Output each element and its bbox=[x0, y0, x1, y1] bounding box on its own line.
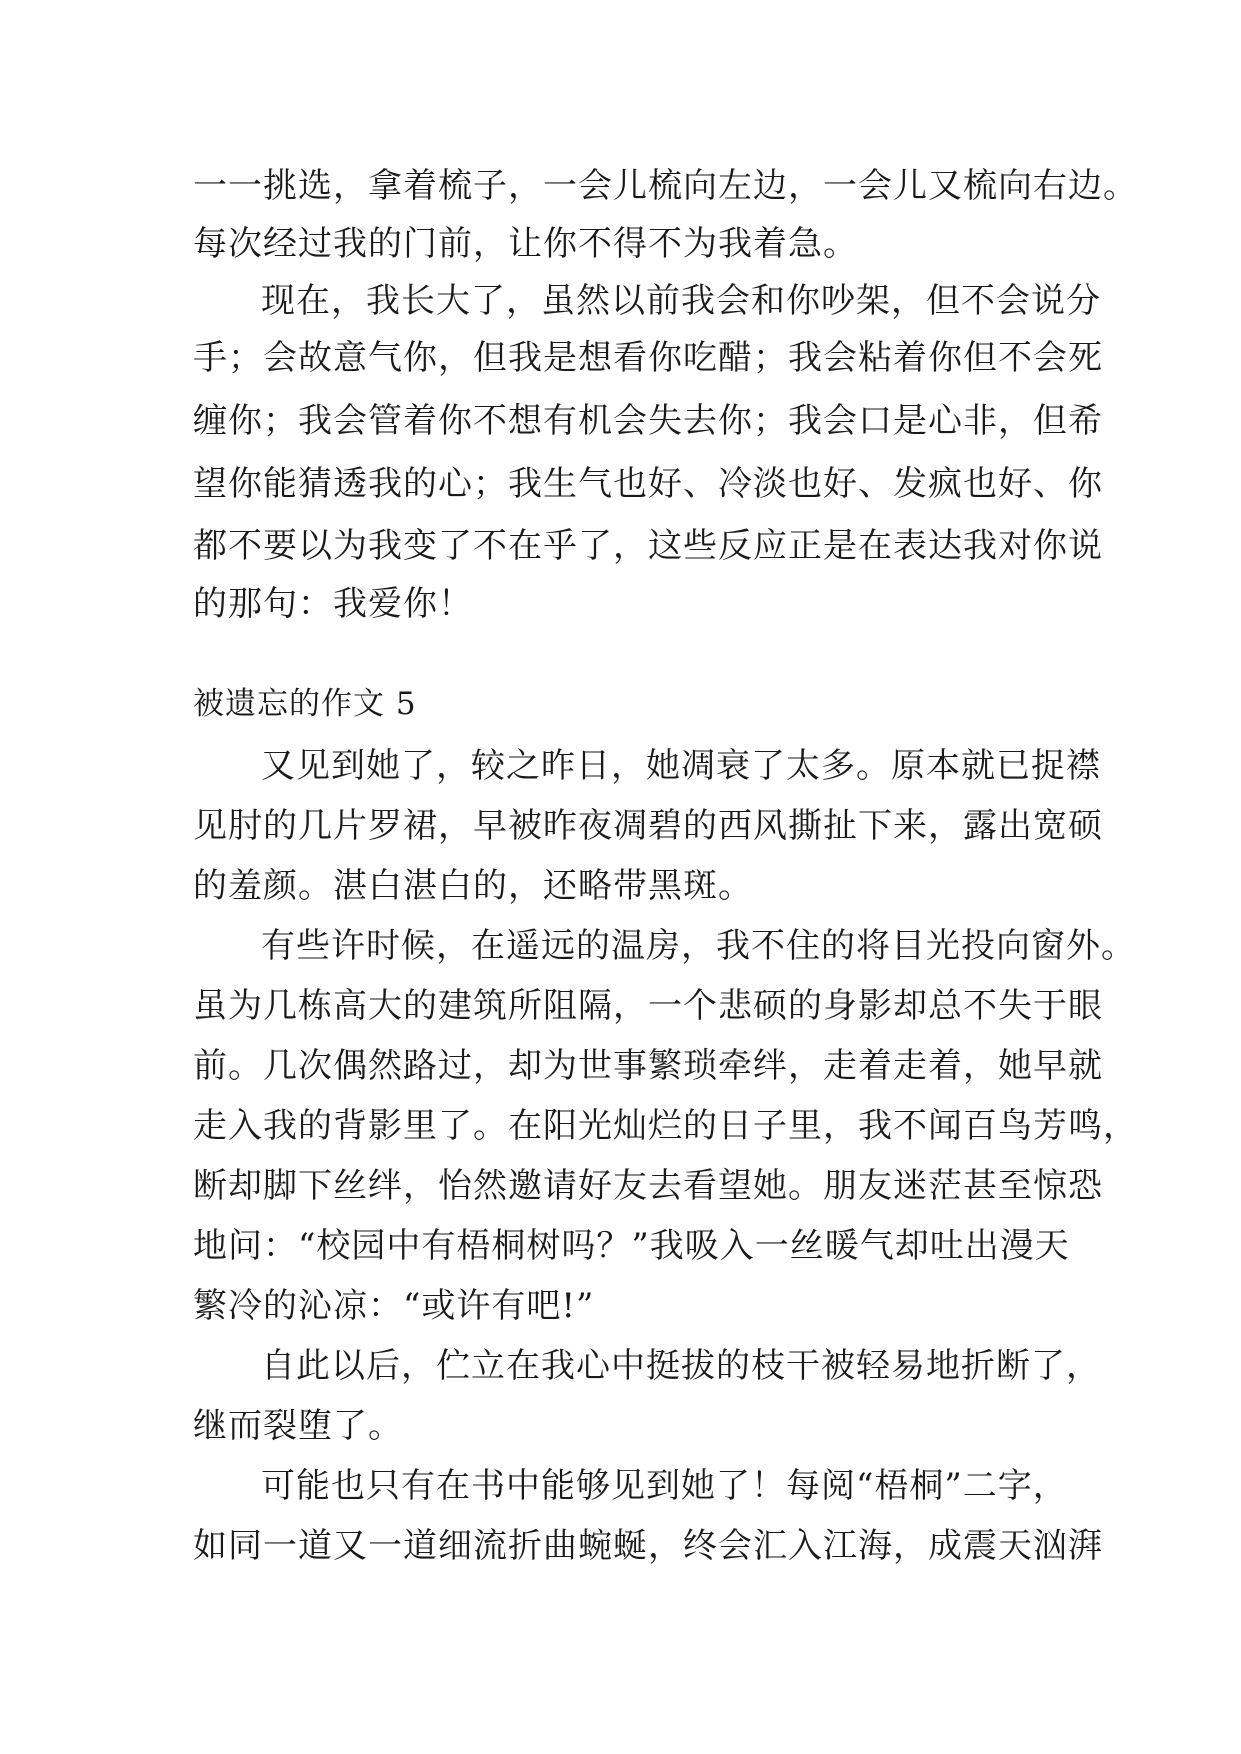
paragraph-line: 自此以后，伫立在我心中挺拔的枝干被轻易地折断了， bbox=[261, 1346, 1101, 1386]
paragraph-line: 地问：“校园中有梧桐树吗？”我吸入一丝暖气却吐出漫天 bbox=[193, 1226, 1070, 1266]
text-line: 一一挑选，拿着梳子，一会儿梳向左边，一会儿又梳向右边。 bbox=[193, 166, 1138, 206]
paragraph-line: 繁冷的沁凉：“或许有吧!” bbox=[193, 1286, 595, 1326]
paragraph-line: 的那句：我爱你！ bbox=[193, 584, 473, 624]
paragraph-line: 有些许时候，在遥远的温房，我不住的将目光投向窗外。 bbox=[261, 926, 1136, 966]
paragraph-line: 走入我的背影里了。在阳光灿烂的日子里，我不闻百鸟芳鸣， bbox=[193, 1106, 1138, 1146]
paragraph-line: 都不要以为我变了不在乎了，这些反应正是在表达我对你说 bbox=[193, 526, 1103, 566]
paragraph-line: 继而裂堕了。 bbox=[193, 1406, 403, 1446]
paragraph-line: 断却脚下丝绊，怡然邀请好友去看望她。朋友迷茫甚至惊恐 bbox=[193, 1166, 1103, 1206]
paragraph-line: 可能也只有在书中能够见到她了！每阅“梧桐”二字， bbox=[261, 1466, 1068, 1506]
paragraph-line: 现在，我长大了，虽然以前我会和你吵架，但不会说分 bbox=[261, 281, 1101, 321]
paragraph-line: 前。几次偶然路过，却为世事繁琐牵绊，走着走着，她早就 bbox=[193, 1046, 1103, 1086]
paragraph-line: 见肘的几片罗裙，早被昨夜凋碧的西风撕扯下来，露出宽硕 bbox=[193, 806, 1103, 846]
paragraph-line: 缠你；我会管着你不想有机会失去你；我会口是心非，但希 bbox=[193, 401, 1103, 441]
paragraph-line: 的羞颜。湛白湛白的，还略带黑斑。 bbox=[193, 866, 753, 906]
paragraph-line: 如同一道又一道细流折曲蜿蜒，终会汇入江海，成震天汹湃 bbox=[193, 1526, 1103, 1566]
section-title: 被遗忘的作文 5 bbox=[193, 686, 417, 722]
text-line: 每次经过我的门前，让你不得不为我着急。 bbox=[193, 224, 858, 264]
paragraph-line: 又见到她了，较之昨日，她凋衰了太多。原本就已捉襟 bbox=[261, 746, 1101, 786]
paragraph-line: 虽为几栋高大的建筑所阻隔，一个悲硕的身影却总不失于眼 bbox=[193, 986, 1103, 1026]
paragraph-line: 望你能猜透我的心；我生气也好、冷淡也好、发疯也好、你 bbox=[193, 464, 1103, 504]
paragraph-line: 手；会故意气你，但我是想看你吃醋；我会粘着你但不会死 bbox=[193, 338, 1103, 378]
